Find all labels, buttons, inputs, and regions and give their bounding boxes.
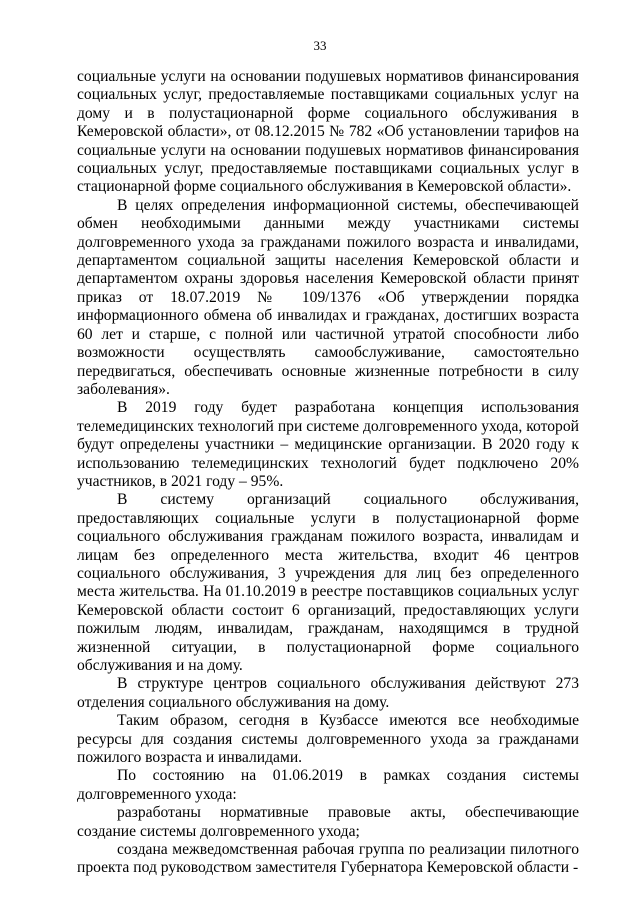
paragraph: В 2019 году будет разработана концепция использования телемедицинских технологий при системе долговременного ухода, которой будут определены участники – медицинские организации. В 2020 году к использованию телемедицинских технологий будет подключено 20% участников, в 2021 году – 95%. — [77, 399, 579, 490]
paragraph: В систему организаций социального обслуживания, предоставляющих социальные услуги в полустационарной форме социального обслуживания гражданам пожилого возраста, инвалидам и лицам без определенного места жительства, входит 46 центров социального обслуживания, 3 учреждения для лиц без определенного места жительства. На 01.10.2019 в реестре поставщиков социальных услуг Кемеровской области состоит 6 организаций, предоставляющих услуги пожилым людям, инвалидам, гражданам, находящимся в трудной жизненной ситуации, в полустационарной форме социального обслуживания и на дому. — [77, 491, 579, 674]
body-text — [77, 68, 579, 878]
paragraph: социальные услуги на основании подушевых нормативов финансирования социальных услуг, предоставляемые поставщиками социальных услуг на дому и в полустационарной форме социального обслуживания в Кемеровской области», от 08.12.2015 № 782 «Об установлении тарифов на социальные услуги на основании подушевых нормативов финансирования социальных услуг, предоставляемые поставщиками социальных услуг в стационарной форме социального обслуживания в Кемеровской области». — [77, 68, 579, 196]
paragraph: Таким образом, сегодня в Кузбассе имеются все необходимые ресурсы для создания системы долговременного ухода за гражданами пожилого возраста и инвалидами. — [77, 712, 579, 767]
paragraph: разработаны нормативные правовые акты, обеспечивающие создание системы долговременного ухода; — [77, 804, 579, 840]
paragraph: По состоянию на 01.06.2019 в рамках создания системы долговременного ухода: — [77, 767, 579, 803]
paragraph: В структуре центров социального обслуживания действуют 273 отделения социального обслуживания на дому. — [77, 675, 579, 711]
paragraph: создана межведомственная рабочая группа по реализации пилотного проекта под руководством заместителя Губернатора Кемеровской области - — [77, 841, 579, 877]
paragraph: В целях определения информационной системы, обеспечивающей обмен необходимыми данными между участниками системы долговременного ухода за гражданами пожилого возраста и инвалидами, департаментом социальной защиты населения Кемеровской области и департаментом охраны здоровья населения Кемеровской области принят приказ от 18.07.2019 № 109/1376 «Об утверждении порядка информационного обмена об инвалидах и гражданах, достигших возраста 60 лет и старше, с полной или частичной утратой способности либо возможности осуществлять самообслуживание, самостоятельно передвигаться, обеспечивать основные жизненные потребности в силу заболевания». — [77, 196, 579, 398]
page-number: 33 — [313, 38, 327, 53]
